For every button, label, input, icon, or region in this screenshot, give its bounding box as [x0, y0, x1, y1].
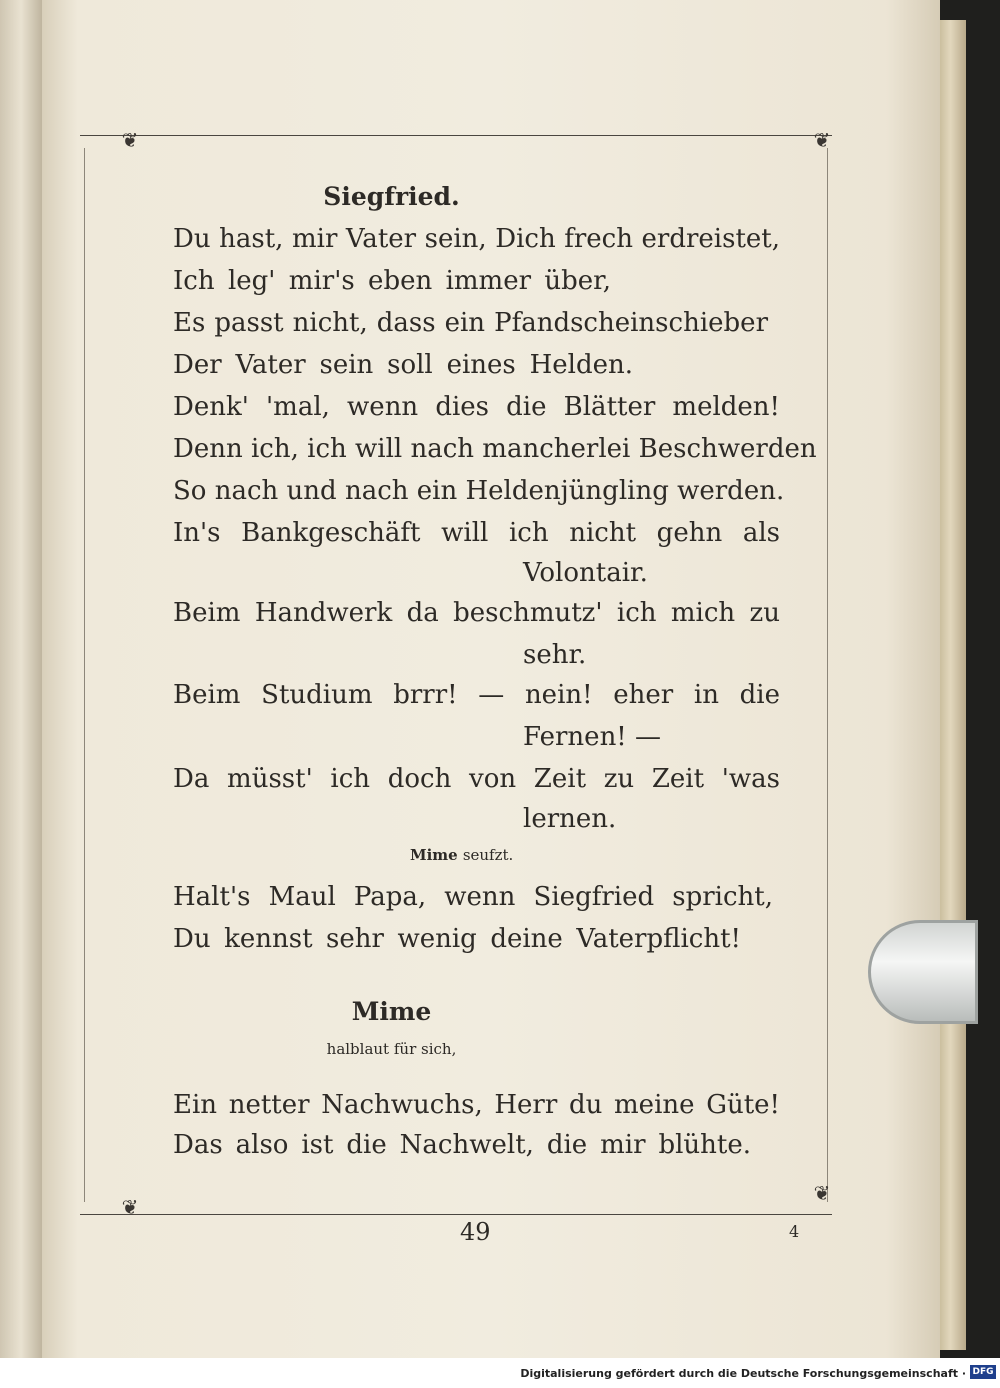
page-number: 49 — [460, 1218, 491, 1246]
verse-continuation: Volontair. — [523, 558, 648, 588]
verse-line: Ich leg' mir's eben immer über, — [173, 266, 611, 296]
stage-direction-text: halblaut für sich, — [326, 1040, 457, 1058]
verse-continuation: lernen. — [523, 804, 617, 834]
page-stack-edge — [940, 20, 966, 1350]
signature-mark: 4 — [789, 1222, 800, 1241]
stage-speaker: Mime — [410, 846, 458, 864]
footer-bar — [0, 1358, 1000, 1388]
verse-line: Du hast, mir Vater sein, Dich frech erdreistet, — [173, 224, 780, 254]
stage-direction — [410, 845, 513, 864]
verse-line: Es passt nicht, dass ein Pfandscheinschieber — [173, 308, 768, 338]
speaker-heading: Siegfried. — [323, 182, 460, 211]
verse-line: Denn ich, ich will nach mancherlei Beschwerden — [173, 434, 817, 464]
verse-line: Ein netter Nachwuchs, Herr du meine Güte! — [173, 1090, 780, 1120]
verse-line: In's Bankgeschäft will ich nicht gehn als — [173, 518, 780, 548]
verse-line: Beim Studium brrr! — nein! eher in die — [173, 680, 780, 710]
verse-line: Du kennst sehr wenig deine Vaterpflicht! — [173, 924, 741, 954]
speaker-heading: Mime — [351, 997, 432, 1026]
dfg-logo: DFG — [970, 1365, 996, 1379]
verse-line: Denk' 'mal, wenn dies die Blätter melden! — [173, 392, 780, 422]
fleuron-ornament-icon: ❦ — [121, 1195, 139, 1219]
fleuron-ornament-icon: ❦ — [813, 128, 831, 152]
verse-line: Halt's Maul Papa, wenn Siegfried spricht, — [173, 882, 773, 912]
stage-direction-text: seufzt. — [462, 846, 514, 864]
fleuron-ornament-icon: ❦ — [121, 128, 139, 152]
verse-line: Da müsst' ich doch von Zeit zu Zeit 'was — [173, 764, 780, 794]
verse-line: Beim Handwerk da beschmutz' ich mich zu — [173, 598, 780, 628]
fleuron-ornament-icon: ❦ — [813, 1181, 831, 1205]
footer-credit: Digitalisierung gefördert durch die Deutsche Forschungsgemeinschaft · — [520, 1367, 966, 1380]
verse-line: Das also ist die Nachwelt, die mir blühte. — [173, 1130, 751, 1160]
verse-line: So nach und nach ein Heldenjüngling werden. — [173, 476, 785, 506]
paper-clip-icon — [868, 920, 978, 1024]
verse-continuation: Fernen! — — [523, 722, 662, 752]
verse-continuation: sehr. — [523, 640, 587, 670]
left-page-edge — [0, 0, 42, 1358]
verse-line: Der Vater sein soll eines Helden. — [173, 350, 633, 380]
